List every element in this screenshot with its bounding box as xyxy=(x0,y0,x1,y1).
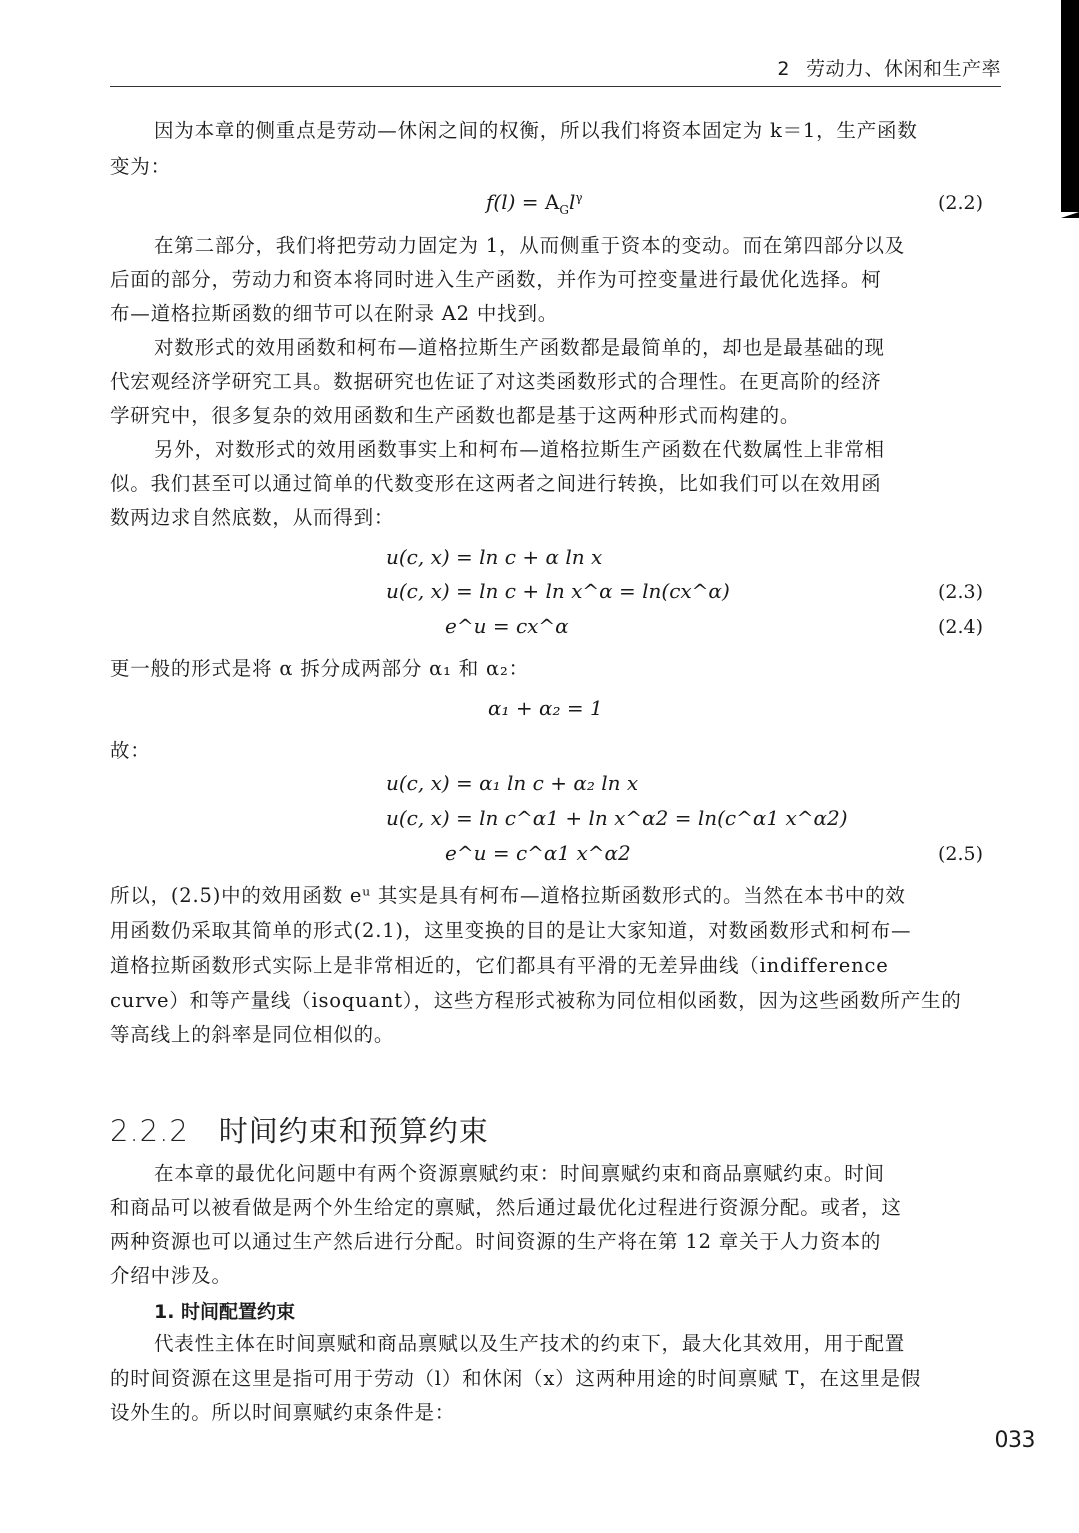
section-heading xyxy=(110,1109,489,1150)
equation-number: (2.3) xyxy=(937,581,983,603)
paragraph-line: 在第二部分，我们将把劳动力固定为 1，从而侧重于资本的变动。而在第四部分以及 xyxy=(154,234,906,257)
equation-number: (2.2) xyxy=(937,192,983,214)
chapter-number: 2 xyxy=(777,58,790,80)
paragraph-line: 和商品可以被看做是两个外生给定的禀赋，然后通过最优化过程进行资源分配。或者，这 xyxy=(110,1196,902,1219)
equation-text: e^u = cx^α xyxy=(445,614,569,638)
chapter-thumb-tab xyxy=(1061,0,1079,212)
paragraph-line: 等高线上的斜率是同位相似的。 xyxy=(110,1023,395,1046)
paragraph-line: 变为： xyxy=(110,155,171,178)
equation-number: (2.5) xyxy=(937,843,983,865)
equation xyxy=(445,841,631,865)
paragraph-line: 数两边求自然底数，从而得到： xyxy=(110,506,395,529)
paragraph-line: 似。我们甚至可以通过简单的代数变形在这两者之间进行转换，比如我们可以在效用函 xyxy=(110,472,882,495)
header-rule xyxy=(110,86,1001,87)
paragraph-line: 用函数仍采取其简单的形式(2.1)，这里变换的目的是让大家知道，对数函数形式和柯布— xyxy=(110,919,912,942)
chapter-title: 劳动力、休闲和生产率 xyxy=(805,58,1001,80)
equation-text: u(c, x) = ln c + α ln x xyxy=(386,545,603,569)
paragraph-line: 介绍中涉及。 xyxy=(110,1264,232,1287)
paragraph-line: 后面的部分，劳动力和资本将同时进入生产函数，并作为可控变量进行最优化选择。柯 xyxy=(110,268,882,291)
paragraph-line: 另外，对数形式的效用函数事实上和柯布—道格拉斯生产函数在代数属性上非常相 xyxy=(154,438,885,461)
paragraph-line: 对数形式的效用函数和柯布—道格拉斯生产函数都是最简单的，却也是最基础的现 xyxy=(154,336,885,359)
equation-text: u(c, x) = ln c^α1 + ln x^α2 = ln(c^α1 x^α2) xyxy=(386,806,848,830)
eq-lhs: f(l) = xyxy=(486,190,539,214)
subheading: 1. 时间配置约束 xyxy=(154,1301,296,1323)
equation xyxy=(386,579,730,603)
equation xyxy=(445,614,569,638)
paragraph-line: 所以，(2.5)中的效用函数 eᵘ 其实是具有柯布—道格拉斯函数形式的。当然在本书中的效 xyxy=(110,884,906,907)
paragraph-line: 因为本章的侧重点是劳动—休闲之间的权衡，所以我们将资本固定为 k＝1，生产函数 xyxy=(154,119,918,142)
equation-text: e^u = c^α1 x^α2 xyxy=(445,841,631,865)
equation-text: u(c, x) = α₁ ln c + α₂ ln x xyxy=(386,771,639,795)
paragraph-line: 故： xyxy=(110,739,151,762)
equation xyxy=(386,806,848,830)
equation-alpha-sum xyxy=(488,696,603,720)
section-title: 时间约束和预算约束 xyxy=(218,1114,489,1148)
equation xyxy=(386,545,602,569)
equation-text: u(c, x) = ln c + ln x^α = ln(cx^α) xyxy=(386,579,730,603)
running-header xyxy=(777,54,1001,81)
paragraph-line: 学研究中，很多复杂的效用函数和生产函数也都是基于这两种形式而构建的。 xyxy=(110,404,801,427)
equation-number: (2.4) xyxy=(937,616,983,638)
paragraph-line: 布—道格拉斯函数的细节可以在附录 A2 中找到。 xyxy=(110,302,559,325)
eq-A-sub: G xyxy=(559,203,569,217)
paragraph-line: 更一般的形式是将 α 拆分成两部分 α₁ 和 α₂： xyxy=(110,657,529,680)
section-number: 2.2.2 xyxy=(110,1114,189,1148)
paragraph-line: 的时间资源在这里是指可用于劳动（l）和休闲（x）这两种用途的时间禀赋 T，在这里是假 xyxy=(110,1367,922,1390)
equation xyxy=(386,771,638,795)
eq-l-sup: γ xyxy=(575,190,583,205)
paragraph-line: 在本章的最优化问题中有两个资源禀赋约束：时间禀赋约束和商品禀赋约束。时间 xyxy=(154,1162,885,1185)
paragraph-line: 两种资源也可以通过生产然后进行分配。时间资源的生产将在第 12 章关于人力资本的 xyxy=(110,1230,882,1253)
paragraph-line: 代宏观经济学研究工具。数据研究也佐证了对这类函数形式的合理性。在更高阶的经济 xyxy=(110,370,882,393)
eq-A: A xyxy=(544,190,560,214)
paragraph-line: curve）和等产量线（isoquant），这些方程形式被称为同位相似函数，因为这些函数所产生的 xyxy=(110,989,962,1012)
page-number: 033 xyxy=(994,1428,1035,1453)
eq-l: l xyxy=(568,190,576,214)
paragraph-line: 道格拉斯函数形式实际上是非常相近的，它们都具有平滑的无差异曲线（indifference xyxy=(110,954,889,977)
paragraph-line: 代表性主体在时间禀赋和商品禀赋以及生产技术的约束下，最大化其效用，用于配置 xyxy=(154,1332,906,1355)
equation-text: α₁ + α₂ = 1 xyxy=(488,696,603,720)
equation-2-2 xyxy=(486,190,583,217)
paragraph-line: 设外生的。所以时间禀赋约束条件是： xyxy=(110,1401,456,1424)
